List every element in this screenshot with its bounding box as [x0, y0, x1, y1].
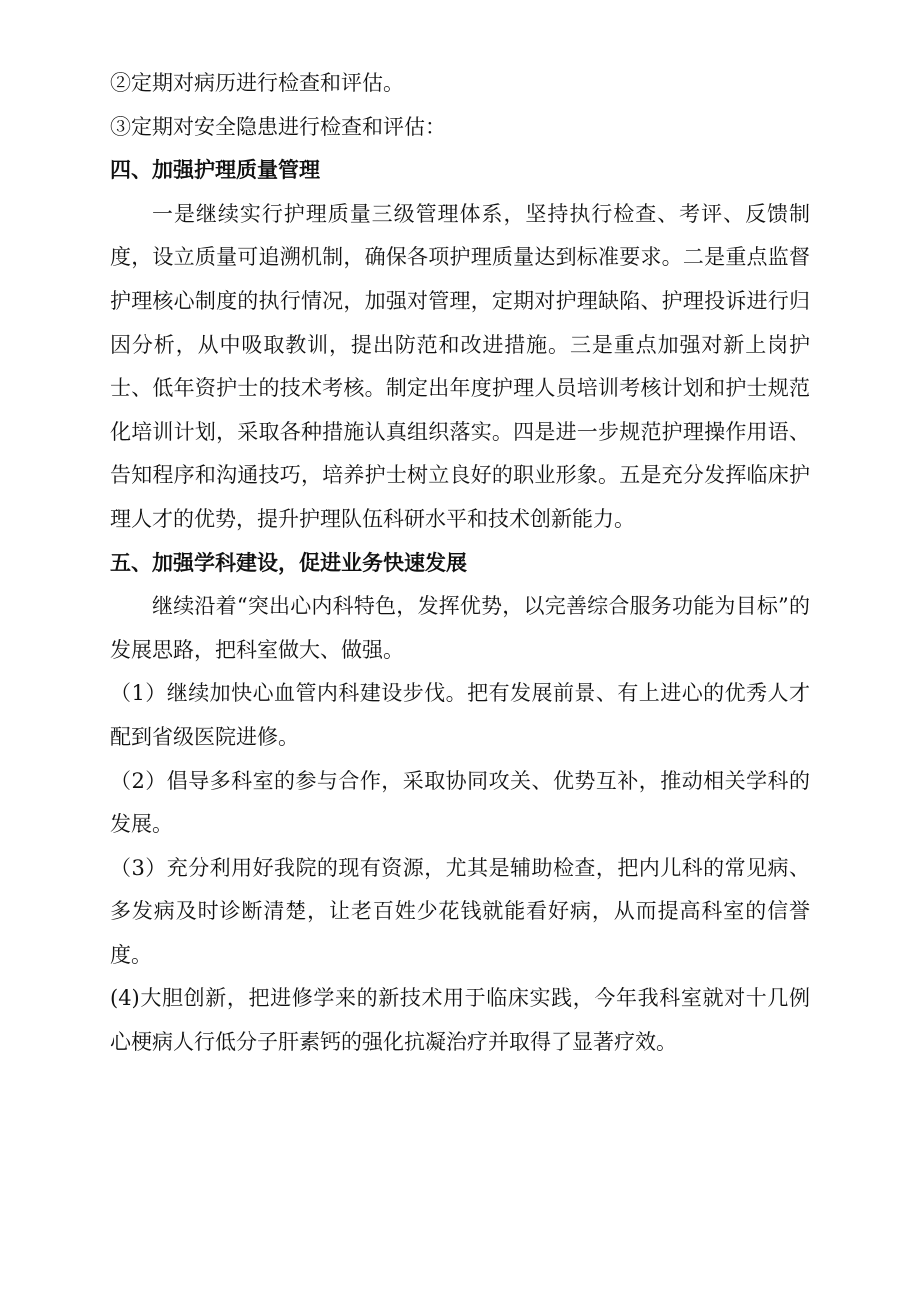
- list-item-3: ③定期对安全隐患进行检查和评估：: [110, 114, 446, 139]
- section-4-paragraph: 一是继续实行护理质量三级管理体系，坚持执行检查、考评、反馈制度，设立质量可追溯机制，确保各项护理质量达到标准要求。二是重点监督护理核心制度的执行情况，加强对管理，定期对护理缺陷、护理投诉进行归因分析，从中吸取教训，提出防范和改进措施。三是重点加强对新上岗护士、低年资护士的技术考核。制定出年度护理人员培训考核计划和护士规范化培训计划，采取各种措施认真组织落实。四是进一步规范护理操作用语、告知程序和沟通技巧，培养护士树立良好的职业形象。五是充分发挥临床护理人才的优势，提升护理队伍科研水平和技术创新能力。: [110, 201, 810, 531]
- section-4-heading: 四、加强护理质量管理: [110, 158, 320, 183]
- section-5-heading: 五、加强学科建设，促进业务快速发展: [110, 550, 467, 575]
- document-page: [110, 62, 810, 1065]
- list-item-2: ②定期对病历进行检查和评估。: [110, 71, 404, 95]
- section-5-item-4: (4)大胆创新，把进修学来的新技术用于临床实践，今年我科室就对十几例心梗病人行低分子肝素钙的强化抗凝治疗并取得了显著疗效。: [110, 986, 810, 1055]
- section-5-item-3: （3）充分利用好我院的现有资源，尤其是辅助检查，把内儿科的常见病、多发病及时诊断清楚，让老百姓少花钱就能看好病，从而提高科室的信誉度。: [110, 855, 810, 967]
- section-5-item-1: （1）继续加快心血管内科建设步伐。把有发展前景、有上进心的优秀人才配到省级医院进修。: [110, 681, 810, 749]
- section-5-item-2: （2）倡导多科室的参与合作，采取协同攻关、优势互补，推动相关学科的发展。: [110, 768, 810, 837]
- section-5-intro: 继续沿着“突出心内科特色，发挥优势，以完善综合服务功能为目标”的发展思路，把科室做大、做强。: [110, 594, 810, 662]
